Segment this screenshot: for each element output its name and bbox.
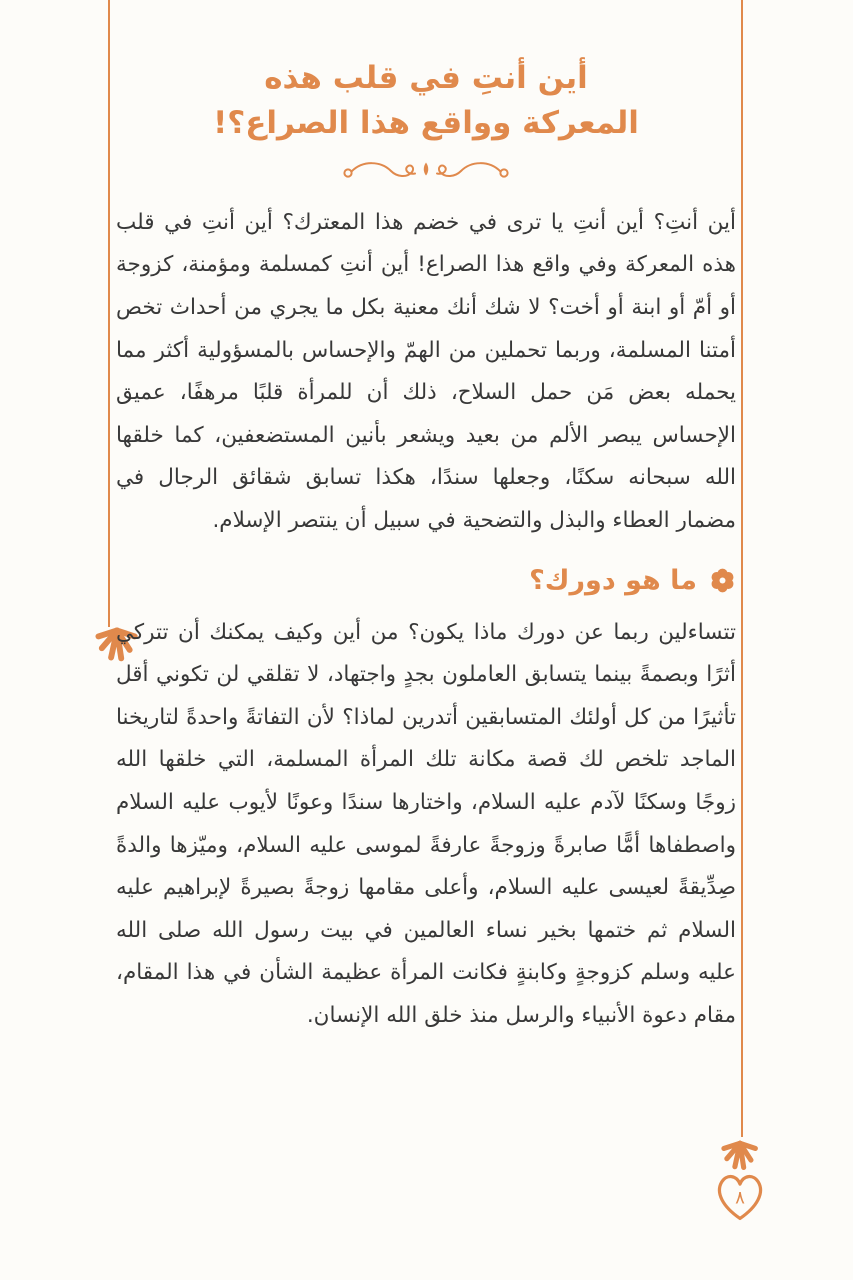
chapter-title-line2: المعركة وواقع هذا الصراع؟!	[213, 104, 639, 141]
page-number: ٨	[735, 1187, 745, 1209]
chapter-title	[116, 56, 736, 146]
hanging-string-right	[741, 0, 743, 1137]
role-paragraph: تتساءلين ربما عن دورك ماذا يكون؟ من أين وكيف يمكنك أن تتركي أثرًا وبصمةً بينما يتسابق العاملون بجدٍ واجتهاد، لا تقلقي لن تكوني أقل تأثيرًا من كل أولئك المتسابقين أتدرين لماذا؟ لأن التفاتةً واحدةً لتاريخنا الماجد تلخص لك قصة مكانة تلك المرأة المسلمة، التي خلقها الله زوجًا وسكنًا لآدم عليه السلام، واختارها سندًا وعونًا لأيوب عليه السلام واصطفاها أمًّا صابرةً وزوجةً عارفةً لموسى عليه السلام، وميّزها والدةً صِدِّيقةً لعيسى عليه السلام، وأعلى مقامها زوجةً بصيرةً لإبراهيم عليه السلام ثم ختمها بخير نساء العالمين في بيت رسول الله صلى الله عليه وسلم كزوجةٍ وكابنةٍ فكانت المرأة عظيمة الشأن في هذا المقام، مقام دعوة الأنبياء والرسل منذ خلق الله الإنسان.	[116, 619, 736, 1028]
flourish-divider-icon	[340, 156, 512, 186]
section-heading-text: ما هو دورك؟	[529, 564, 697, 596]
flower-bullet-icon	[709, 567, 736, 594]
hanging-string-left	[108, 0, 110, 627]
intro-paragraph: أين أنتِ؟ أين أنتِ يا ترى في خضم هذا المعترك؟ أين أنتِ في قلب هذه المعركة وفي واقع هذا الصراع! أين أنتِ كمسلمة ومؤمنة، كزوجة أو أمّ أو ابنة أو أخت؟ لا شك أنك معنية بكل ما يجري من أحداث تخص أمتنا المسلمة، وربما تحملين من الهمّ والإحساس بالمسؤولية أكثر مما يحمله بعض مَن حمل السلاح، ذلك أن للمرأة قلبًا مرهفًا، عميق الإحساس يبصر الألم من بعيد ويشعر بأنين المستضعفين، كما خلقها الله سبحانه سكنًا، وجعلها سندًا، هكذا تسابق شقائق الرجال في مضمار العطاء والبذل والتضحية في سبيل أن ينتصر الإسلام.	[116, 209, 736, 534]
section-heading	[116, 565, 736, 596]
chapter-title-line1: أين أنتِ في قلب هذه	[264, 60, 588, 96]
heart-page-number-icon	[712, 1168, 768, 1226]
page-content	[116, 56, 736, 1038]
